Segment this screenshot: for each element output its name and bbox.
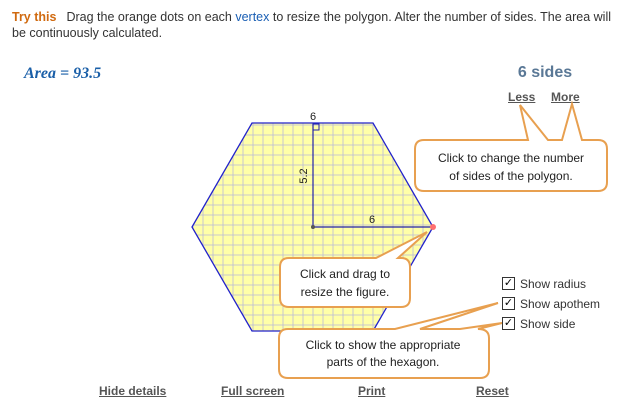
- reset-link[interactable]: Reset: [476, 384, 509, 398]
- center-dot: [311, 225, 315, 229]
- more-button[interactable]: More: [551, 90, 580, 104]
- radius-length-label: 6: [368, 214, 376, 226]
- full-screen-link[interactable]: Full screen: [221, 384, 285, 398]
- apothem-length-label: 5.2: [298, 168, 310, 184]
- callout-sides-line-1: Click to change the number: [437, 151, 585, 165]
- callout-checkboxes-line-1: Click to show the appropriate: [305, 338, 461, 352]
- sides-count: 6 sides: [517, 64, 573, 81]
- area-readout: Area = 93.5: [24, 65, 102, 82]
- instructions-text-start: Drag the orange dots on each: [66, 10, 236, 24]
- callout-drag-line-2: resize the figure.: [300, 285, 390, 299]
- instructions-text-end: to resize the polygon. Alter the number of sides. The area will be continuously calculated.: [12, 10, 612, 40]
- vertex-link[interactable]: vertex: [235, 10, 270, 24]
- less-button[interactable]: Less: [508, 90, 536, 104]
- callout-sides: [415, 104, 607, 191]
- try-this-label: Try this: [12, 10, 57, 24]
- callout-drag-line-1: Click and drag to: [299, 267, 391, 281]
- show-radius-label: Show radius: [520, 277, 587, 291]
- show-radius-checkbox[interactable]: ✓: [503, 277, 514, 289]
- callout-checkboxes-line-2: parts of the hexagon.: [326, 355, 440, 369]
- print-link[interactable]: Print: [358, 384, 386, 398]
- side-length-label: 6: [309, 111, 317, 123]
- show-side-checkbox[interactable]: ✓: [503, 317, 514, 329]
- show-side-label: Show side: [520, 317, 576, 331]
- vertex-handle[interactable]: [430, 224, 436, 230]
- show-apothem-label: Show apothem: [520, 297, 601, 311]
- callout-sides-line-2: of sides of the polygon.: [449, 169, 573, 183]
- hide-details-link[interactable]: Hide details: [99, 384, 167, 398]
- show-apothem-checkbox[interactable]: ✓: [503, 297, 514, 309]
